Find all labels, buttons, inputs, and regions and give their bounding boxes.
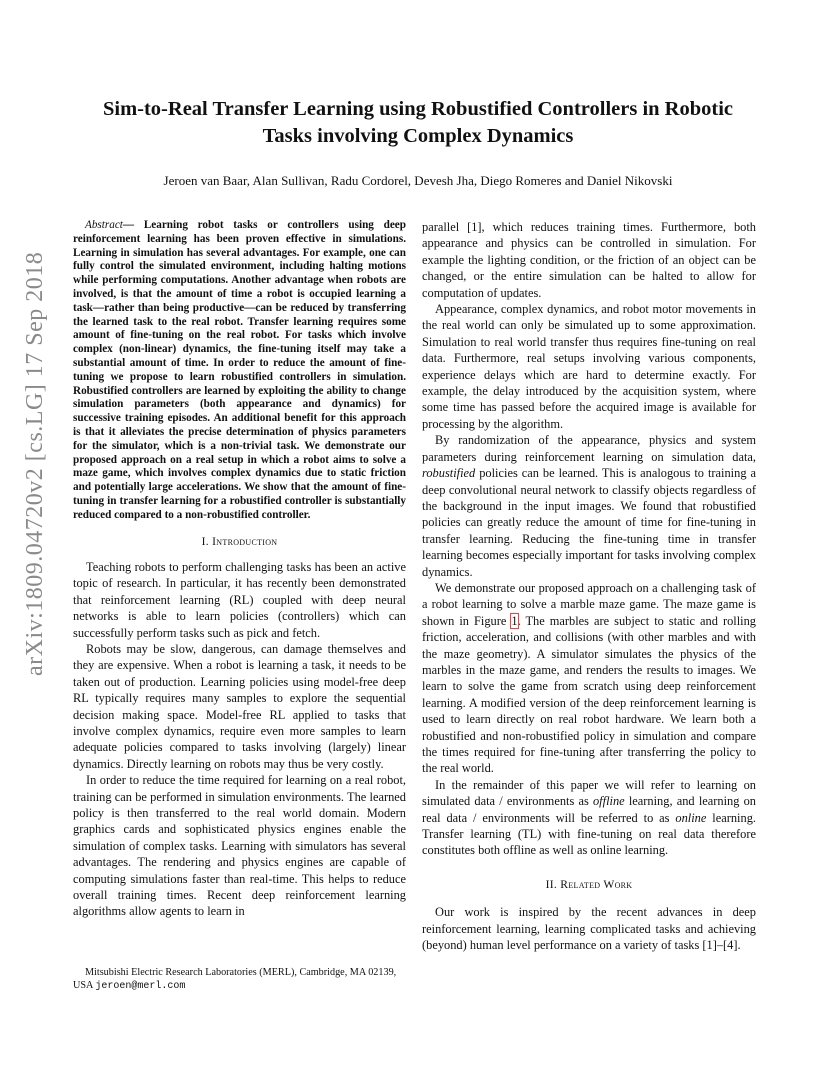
section-heading-related-work: II. Related Work (545, 877, 633, 891)
abstract (73, 219, 406, 523)
intro-paragraph-7 (422, 777, 756, 859)
arxiv-identifier-stamp: arXiv:1809.04720v2 [cs.LG] 17 Sep 2018 (22, 251, 48, 676)
emphasis-offline: offline (592, 794, 625, 809)
author-email[interactable]: jeroen@merl.com (95, 981, 186, 992)
intro-paragraph-6 (422, 580, 756, 777)
emphasis-robustified: robustified (422, 466, 476, 481)
left-column (73, 219, 406, 920)
affiliation-text: Mitsubishi Electric Research Laboratories (MERL), Cambridge, MA 02139, USA (73, 967, 397, 991)
intro-paragraph-1: Teaching robots to perform challenging tasks has been an active topic of research. In particular, it has recently been demonstrated that reinforcement learning (RL) coupled with deep neural networks is able to learn policies (controllers) which can successfully perform tasks such as pick and fetch. (73, 559, 406, 640)
paragraph-text: policies can be learned. This is analogous to training a deep convolutional neural network to classify objects regardless of the background in the input images. We found that robustified policies can greatly reduce the amount of time for fine-tuning in transfer learning. Reducing the fine-tuning time in transfer learning becomes especially important for tasks involving complex dynamics. (422, 466, 756, 579)
paragraph-text: learning. Transfer learning (TL) with fine-tuning on real data therefore constitutes both offline as well as online learning. (422, 810, 756, 858)
section-heading-introduction: I. Introduction (201, 534, 278, 548)
emphasis-online: online (675, 810, 707, 825)
paragraph-text: . The marbles are subject to static and rolling friction, acceleration, and collisions (with other marbles and with the maze geometry). A simulator simulates the physics of the marbles in the maze game, and renders the results to images. We learn to solve the game from scratch using deep reinforcement learning. A modified version of the deep reinforcement learning is used to learn directly on real robot hardware. We learn both a robustified and non-robustified policy in simulation and compare the times required for fine-tuning after transferring the policy to the real world. (422, 613, 756, 776)
paragraph-text: learning, and learning on real data / environments will be referred to as (422, 794, 756, 825)
affiliation-footnote (73, 966, 406, 993)
figure-reference-link[interactable]: 1 (511, 613, 518, 628)
right-column (422, 219, 756, 953)
intro-paragraph-5 (422, 432, 756, 580)
paragraph-text: We demonstrate our proposed approach on a challenging task of a robot learning to solve a marble maze game. The maze game is shown in Figure (422, 580, 756, 628)
intro-paragraph-continued: parallel [1], which reduces training times. Furthermore, both appearance and physics can be controlled in simulation. For example the lighting condition, or the friction of an object can be changed, or the entire simulation can be halted to allow for computation of updates. (422, 220, 756, 300)
paragraph-text: In the remainder of this paper we will refer to learning on simulated data / environments as (422, 777, 756, 809)
paragraph-text: By randomization of the appearance, physics and system parameters during reinforcement learning on simulation data, (422, 433, 756, 464)
abstract-label: Abstract (85, 219, 123, 231)
paper-title: Sim-to-Real Transfer Learning using Robustified Controllers in Robotic Tasks involving Complex Dynamics (102, 98, 733, 147)
intro-paragraph-3: In order to reduce the time required for learning on a real robot, training can be performed in simulation environments. The learned policy is then transferred to the real world domain. Modern graphics cards and sophisticated physics engines enable the simulation of complex tasks. Learning with simulators has several advantages. The rendering and physics engines are capable of computing simulations faster than real-time. This helps to reduce overall training times. Recent deep reinforcement learning algorithms allow agents to learn in (73, 773, 406, 919)
intro-paragraph-4: Appearance, complex dynamics, and robot motor movements in the real world can only be simulated up to some approximation. Simulation to real world transfer thus requires fine-tuning on real data. Furthermore, real setups involving various components, experience delays which are hard to determine exactly. For example, the delay introduced by the acquisition system, where some time has passed before the acquired image is available for processing by the algorithm. (422, 302, 756, 431)
intro-paragraph-2: Robots may be slow, dangerous, can damage themselves and they are expensive. When a robot is learning a task, it needs to be taken out of production. Learning policies using model-free deep RL typically requires many samples to explore the sequential decision making space. Model-free RL applied to tasks that involve complex dynamics, require even more samples to learn adequate policies compared to tasks involving (largely) linear dynamics. Directly learning on robots may thus be very costly. (73, 641, 406, 771)
abstract-text: — Learning robot tasks or controllers using deep reinforcement learning has been proven effective in simulations. Learning in simulation has several advantages. For example, one can fully control the simulated environment, including halting motions while performing computations. Another advantage when robots are involved, is that the amount of time a robot is occupied learning a task—rather than being productive—can be reduced by transferring the learned task to the real robot. Transfer learning requires some amount of fine-tuning on the real robot. For tasks which involve complex (non-linear) dynamics, the fine-tuning itself may take a substantial amount of time. In order to reduce the amount of fine-tuning we propose to learn robustified controllers in simulation. Robustified controllers are learned by exploiting the ability to change simulation parameters (both appearance and dynamics) for successive training episodes. An additional benefit for this approach is that it alleviates the precise determination of physics parameters for the simulator, which is a non-trivial task. We demonstrate our proposed approach on a real setup in which a robot aims to solve a maze game, which involves complex dynamics due to static friction and potentially large accelerations. We show that the amount of fine-tuning in transfer learning for a robustified controller is substantially reduced compared to a non-robustified controller. (73, 219, 406, 521)
author-list: Jeroen van Baar, Alan Sullivan, Radu Cordorel, Devesh Jha, Diego Romeres and Daniel Nikovski (163, 173, 673, 188)
related-work-paragraph-1: Our work is inspired by the recent advances in deep reinforcement learning, learning complicated tasks and achieving (beyond) human level performance on a variety of tasks [1]–[4]. (422, 905, 756, 953)
